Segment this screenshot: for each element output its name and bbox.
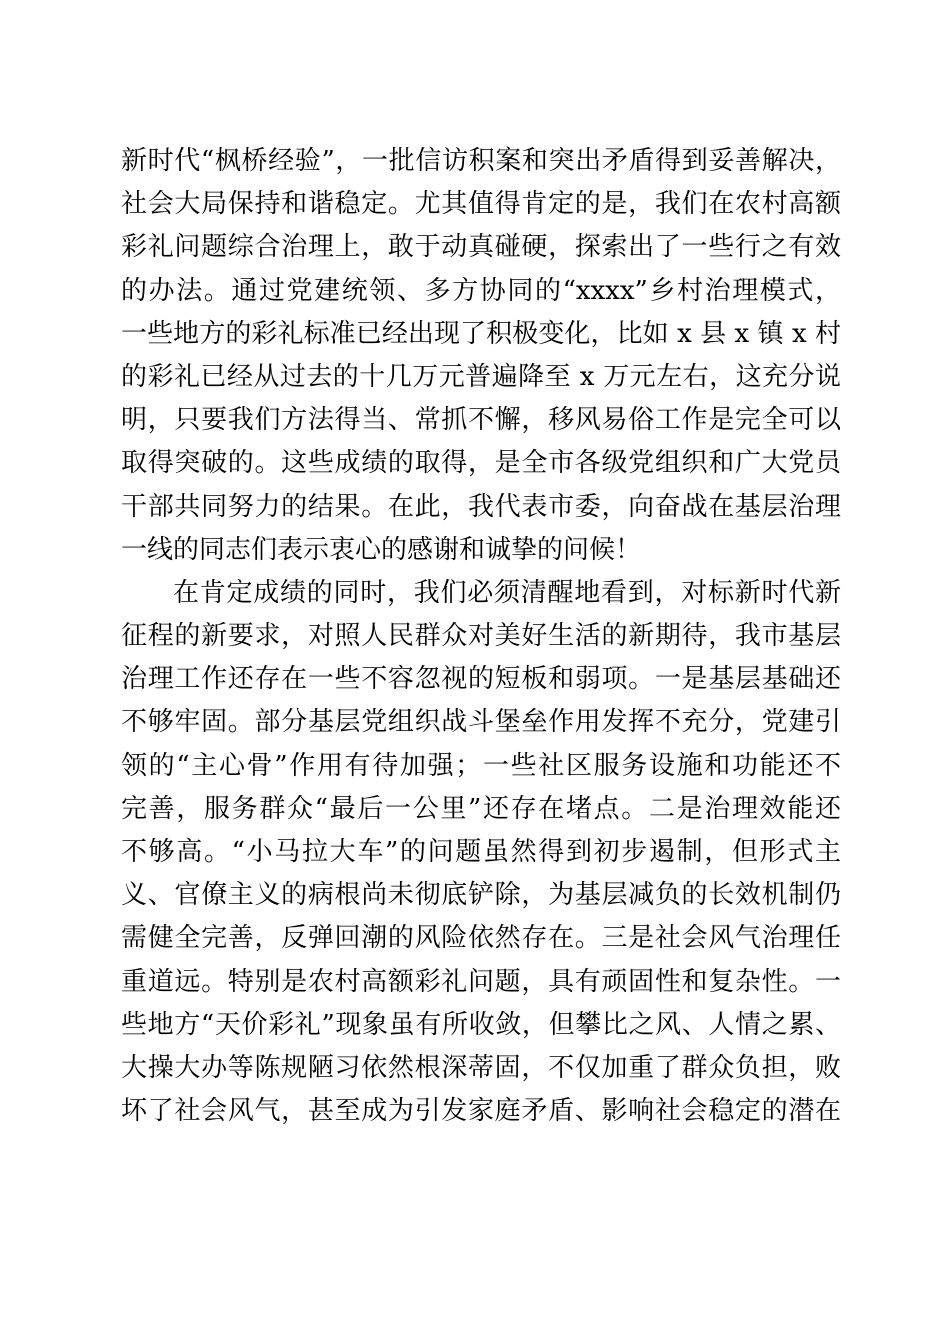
text-line: 一些地方的彩礼标准已经出现了积极变化，比如 x 县 x 镇 x 村	[121, 318, 841, 349]
text-line: 治理工作还存在一些不容忽视的短板和弱项。一是基层基础还	[121, 664, 841, 695]
text-line: 在肯定成绩的同时，我们必须清醒地看到，对标新时代新	[173, 577, 841, 608]
text-line: 义、官僚主义的病根尚未彻底铲除，为基层减负的长效机制仍	[121, 880, 841, 911]
text-line: 坏了社会风气，甚至成为引发家庭矛盾、影响社会稳定的潜在	[121, 1096, 841, 1127]
paragraph-achievements	[121, 140, 841, 572]
text-line: 一线的同志们表示衷心的感谢和诚挚的问候！	[121, 534, 642, 565]
text-line: 征程的新要求，对照人民群众对美好生活的新期待，我市基层	[121, 621, 841, 652]
text-line: 不够高。“小马拉大车”的问题虽然得到初步遏制，但形式主	[121, 837, 841, 867]
text-line: 不够牢固。部分基层党组织战斗堡垒作用发挥不充分，党建引	[121, 707, 841, 738]
text-line: 领的“主心骨”作用有待加强；一些社区服务设施和功能还不	[121, 750, 841, 781]
text-line: 些地方“天价彩礼”现象虽有所收敛，但攀比之风、人情之累、	[121, 1009, 841, 1040]
text-line: 完善，服务群众“最后一公里”还存在堵点。二是治理效能还	[121, 793, 841, 824]
text-line: 重道远。特别是农村高额彩礼问题，具有顽固性和复杂性。一	[121, 966, 841, 997]
text-line: 干部共同努力的结果。在此，我代表市委，向奋战在基层治理	[121, 491, 841, 522]
text-line: 社会大局保持和谐稳定。尤其值得肯定的是，我们在农村高额	[121, 189, 841, 220]
paragraph-shortcomings	[121, 572, 841, 1133]
text-line: 的彩礼已经从过去的十几万元普遍降至 x 万元左右，这充分说	[121, 361, 841, 392]
text-line: 取得突破的。这些成绩的取得，是全市各级党组织和广大党员	[121, 448, 841, 479]
text-line: 新时代“枫桥经验”，一批信访积案和突出矛盾得到妥善解决，	[121, 146, 841, 176]
text-line: 彩礼问题综合治理上，敢于动真碰硬，探索出了一些行之有效	[121, 232, 841, 263]
text-line: 需健全完善，反弹回潮的风险依然存在。三是社会风气治理任	[121, 923, 841, 954]
text-line: 大操大办等陈规陋习依然根深蒂固，不仅加重了群众负担，败	[121, 1052, 841, 1083]
text-line: 明，只要我们方法得当、常抓不懈，移风易俗工作是完全可以	[121, 405, 841, 436]
body-text	[121, 140, 841, 1133]
text-line: 的办法。通过党建统领、多方协同的“xxxx”乡村治理模式，	[121, 275, 841, 306]
